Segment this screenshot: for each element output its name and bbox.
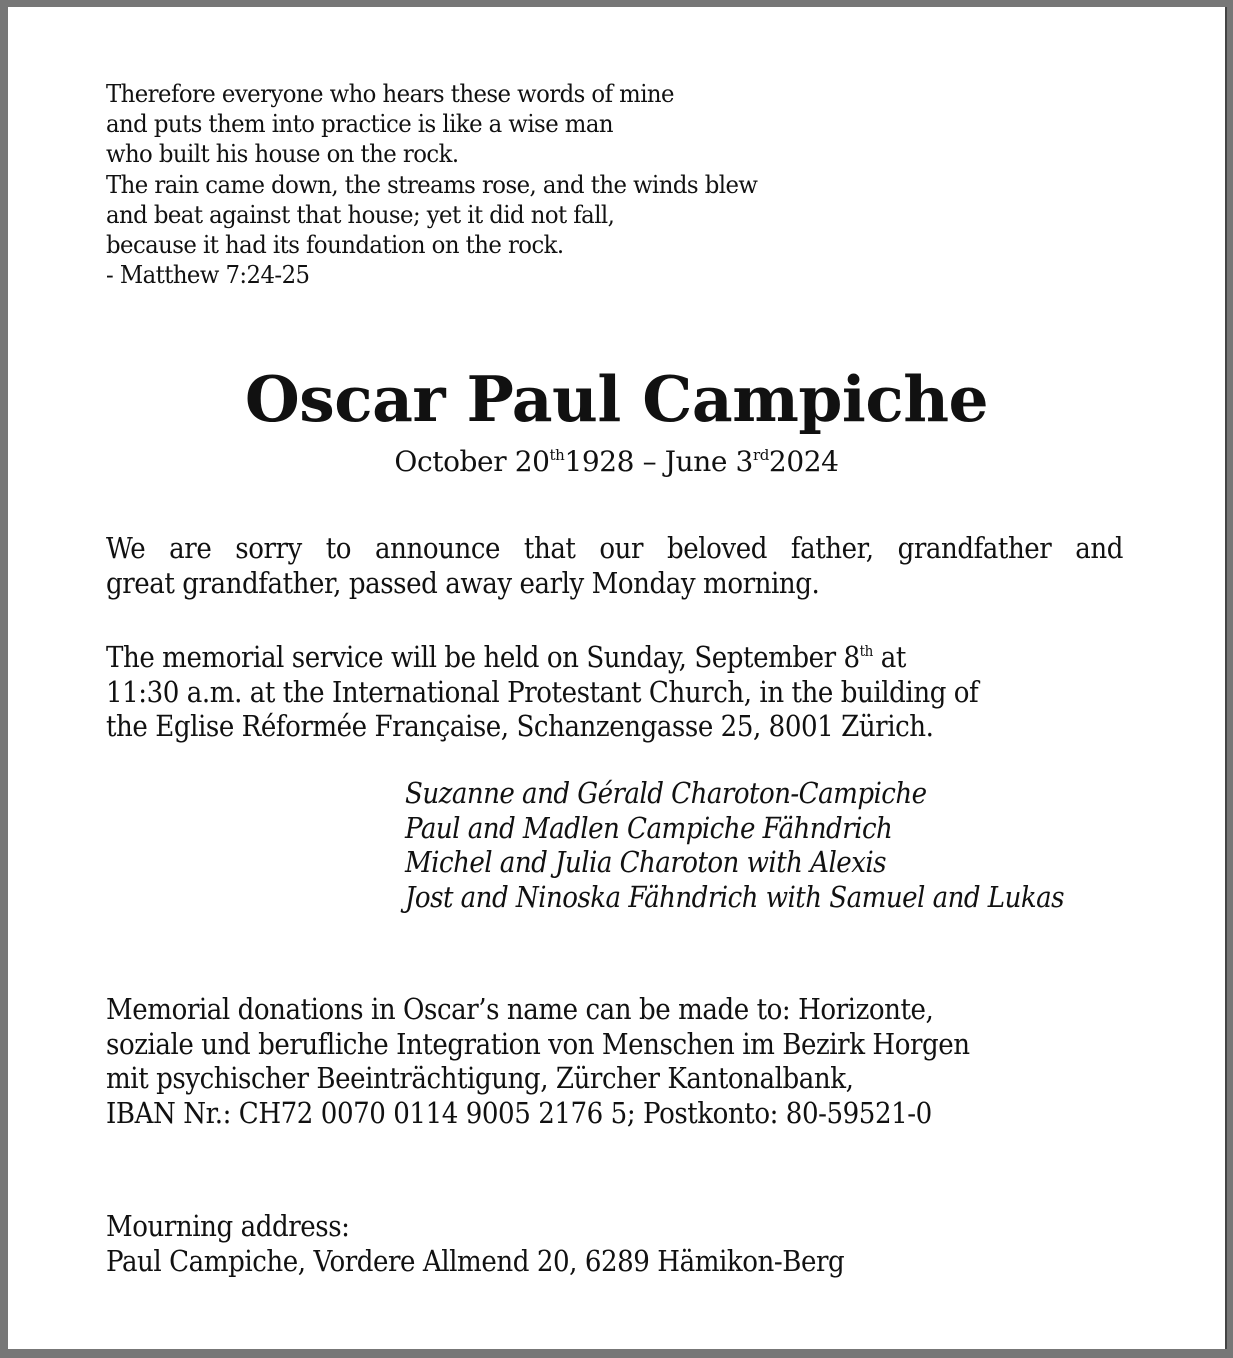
birth-year: 1928 [564,445,635,478]
donations-bank-line: IBAN Nr.: CH72 0070 0114 9005 2176 5; Postkonto: 80-59521-0 [106,1095,932,1130]
verse-line: and puts them into practice is like a wise man [106,109,614,139]
announcement-line: We are sorry to announce that our beloved father, grandfather and [106,531,1123,565]
verse-line: who built his house on the rock. [106,139,459,169]
deceased-name: Oscar Paul Campiche [244,362,989,436]
date-dash: – [642,445,657,478]
mourning-address-label: Mourning address: [106,1209,350,1243]
verse-line: The rain came down, the streams rose, and the winds blew [106,169,758,199]
family-member-line: Suzanne and Gérald Charoton-Campiche [405,776,927,810]
birth-day: October 20 [394,445,550,478]
family-member-line: Michel and Julia Charoton with Alexis [405,845,887,880]
page-edge-shadow [1225,7,1227,1349]
verse-line: and beat against that house; yet it did not fall, [106,199,615,229]
announcement-line: great grandfather, passed away early Monday morning. [106,565,820,600]
family-signatures [405,776,1064,915]
service-line [106,640,978,675]
bible-verse [106,79,757,290]
verse-line: because it had its foundation on the rock. [106,229,564,259]
life-dates [8,445,1225,478]
service-line-text: The memorial service will be held on Sunday, September 8 [106,640,860,674]
verse-citation: - Matthew 7:24-25 [106,260,310,290]
donations-line: Memorial donations in Oscar’s name can be made to: Horizonte, [106,992,934,1026]
announcement [106,531,1123,600]
donations-info [106,992,970,1130]
family-member-line: Paul and Madlen Campiche Fähndrich [405,810,893,845]
donations-line: soziale und berufliche Integration von Menschen im Bezirk Horgen [106,1026,970,1061]
service-line-text: at [872,640,906,674]
service-line: 11:30 a.m. at the International Protestant Church, in the building of [106,674,979,709]
service-line: the Eglise Réformée Française, Schanzengasse 25, 8001 Zürich. [106,709,934,743]
memorial-service-info [106,640,978,744]
service-date-suffix: th [859,642,873,660]
mourning-address [106,1209,844,1278]
death-day: June 3 [664,445,753,478]
death-year: 2024 [768,445,839,478]
verse-line: Therefore everyone who hears these words of mine [106,79,674,108]
death-suffix: rd [752,446,769,464]
donations-line: mit psychischer Beeinträchtigung, Zürcher Kantonalbank, [106,1061,854,1095]
family-member-line: Jost and Ninoska Fähndrich with Samuel and Lukas [405,880,1065,915]
mourning-address-value: Paul Campiche, Vordere Allmend 20, 6289 Hämikon-Berg [106,1243,845,1278]
obituary-page [8,7,1225,1349]
birth-suffix: th [549,446,565,464]
